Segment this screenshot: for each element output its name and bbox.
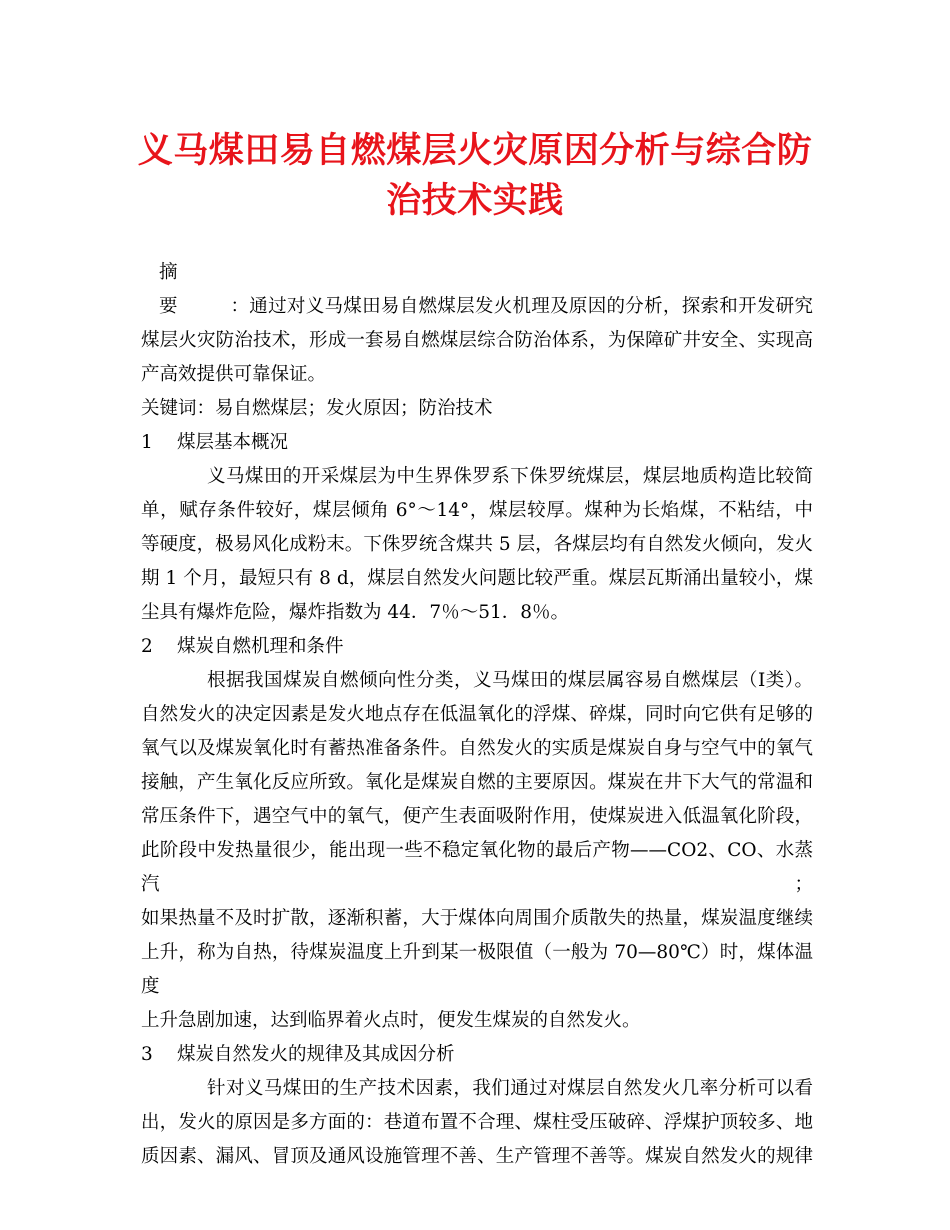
- section-heading-3: [141, 1038, 813, 1072]
- section-3-paragraph: [141, 1072, 813, 1174]
- paragraph-line: 单，赋存条件较好，煤层倾角 6°～14°，煤层较厚。煤种为长焰煤，不粘结，中: [141, 500, 813, 521]
- section-heading-1: [141, 426, 813, 460]
- paragraph-line: 上升急剧加速，达到临界着火点时，便发生煤炭的自然发火。: [141, 1010, 641, 1031]
- paragraph-line: 如果热量不及时扩散，逐渐积蓄，大于煤体向周围介质散失的热量，煤炭温度继续: [141, 908, 813, 929]
- paragraph-line: 自然发火的决定因素是发火地点存在低温氧化的浮煤、碎煤，同时向它供有足够的: [141, 704, 813, 725]
- title-line-1: 义马煤田易自燃煤层火灾原因分析与综合防: [137, 130, 813, 171]
- abstract-text-1: 通过对义马煤田易自燃煤层发火机理及原因的分析，探索和开发研究: [249, 296, 813, 317]
- paragraph-line: 质因素、漏风、冒顶及通风设施管理不善、生产管理不善等。煤炭自然发火的规律: [141, 1146, 813, 1167]
- section-number: 3: [141, 1044, 153, 1065]
- section-title: 煤炭自然发火的规律及其成因分析: [177, 1044, 455, 1065]
- paragraph-line: 常压条件下，遇空气中的氧气，便产生表面吸附作用，使煤炭进入低温氧化阶段，: [141, 806, 813, 827]
- document-body: [141, 256, 813, 1174]
- paragraph-line: 出，发火的原因是多方面的：巷道布置不合理、煤柱受压破碎、浮煤护顶较多、地: [141, 1112, 813, 1133]
- section-1-paragraph: [141, 460, 813, 630]
- section-2-paragraph: [141, 664, 813, 1038]
- paragraph-line: 期 1 个月，最短只有 8 d，煤层自然发火问题比较严重。煤层瓦斯涌出量较小，煤: [141, 568, 813, 589]
- section-title: 煤层基本概况: [177, 432, 289, 453]
- document-title: [100, 130, 850, 230]
- paragraph-line: 此阶段中发热量很少，能出现一些不稳定氧化物的最后产物——CO2、CO、水蒸汽；: [141, 840, 813, 895]
- paragraph-line: 根据我国煤炭自燃倾向性分类，义马煤田的煤层属容易自燃煤层（I类）。: [207, 670, 813, 691]
- paragraph-line: 氧气以及煤炭氧化时有蓄热准备条件。自然发火的实质是煤炭自身与空气中的氧气: [141, 738, 813, 759]
- title-line-2: 治技术实践: [386, 180, 564, 221]
- abstract-line-3: 产高效提供可靠保证。: [141, 364, 327, 385]
- paragraph-line: 接触，产生氧化反应所致。氧化是煤炭自燃的主要原因。煤炭在井下大气的常温和: [141, 772, 813, 793]
- section-title: 煤炭自燃机理和条件: [177, 636, 344, 657]
- paragraph-line: 尘具有爆炸危险，爆炸指数为 44．7％～51．8％。: [141, 602, 570, 623]
- section-heading-2: [141, 630, 813, 664]
- paragraph-line: 等硬度，极易风化成粉末。下侏罗统含煤共 5 层，各煤层均有自然发火倾向，发火: [141, 534, 813, 555]
- paragraph-line: 针对义马煤田的生产技术因素，我们通过对煤层自然发火几率分析可以看: [207, 1078, 813, 1099]
- paragraph-line: 义马煤田的开采煤层为中生界侏罗系下侏罗统煤层，煤层地质构造比较简: [207, 466, 813, 487]
- abstract: [141, 256, 813, 392]
- abstract-line-2: 煤层火灾防治技术，形成一套易自燃煤层综合防治体系，为保障矿井安全、实现高: [141, 330, 813, 351]
- paragraph-line: 上升，称为自热，待煤炭温度上升到某一极限值（一般为 70—80℃）时，煤体温度: [141, 942, 813, 997]
- abstract-label: 摘 要：: [159, 262, 249, 317]
- section-number: 2: [141, 636, 153, 657]
- abstract-line-1: [141, 256, 813, 324]
- section-number: 1: [141, 432, 153, 453]
- keywords: 关键词：易自燃煤层；发火原因；防治技术: [141, 398, 493, 419]
